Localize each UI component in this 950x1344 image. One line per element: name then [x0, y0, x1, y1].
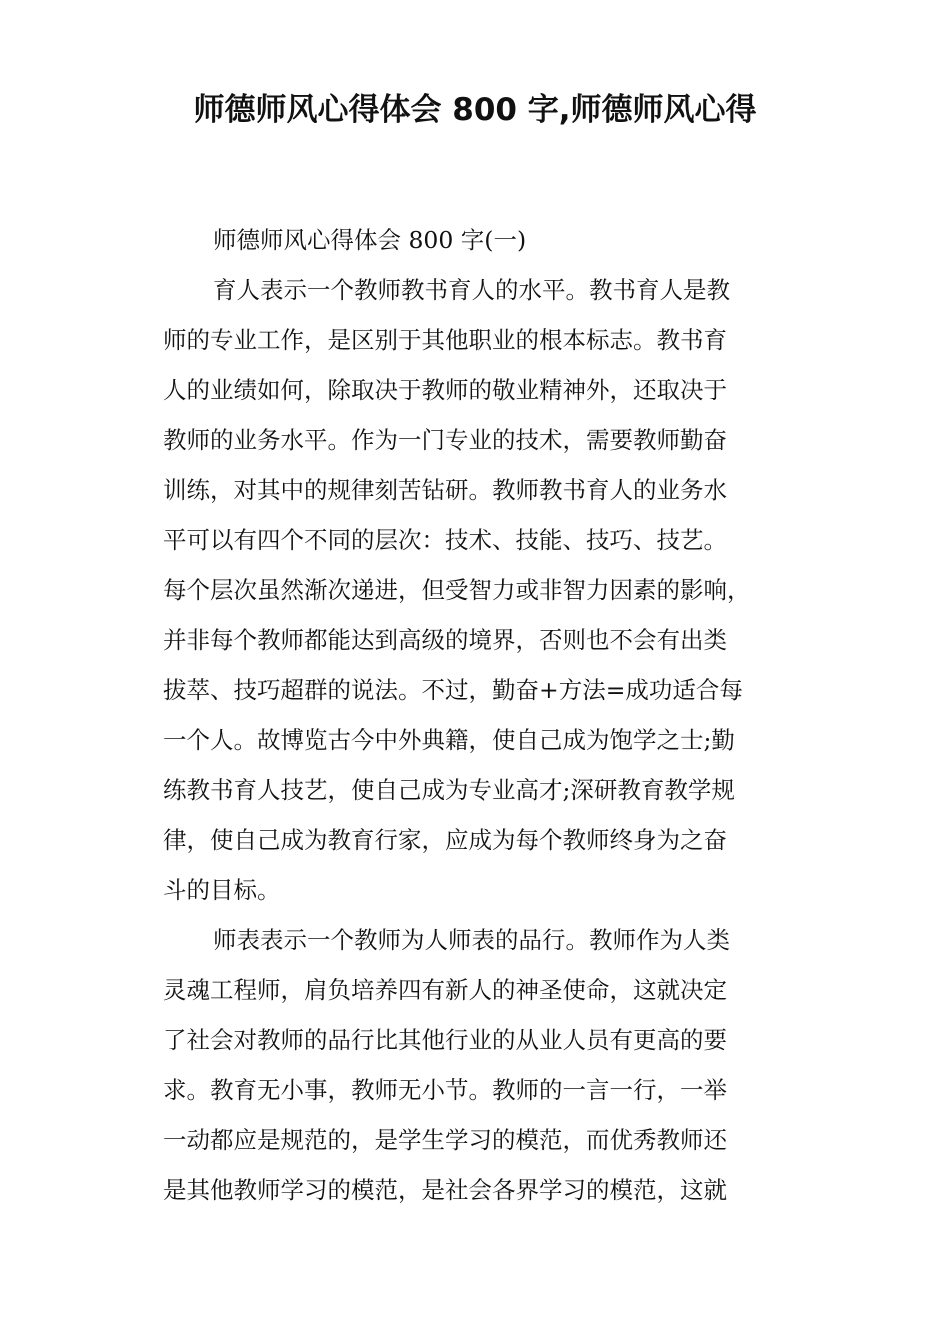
text-line: 练教书育人技艺，使自己成为专业高才;深研教育教学规	[163, 776, 735, 804]
text-line: 育人表示一个教师教书育人的水平。教书育人是教	[213, 276, 730, 304]
paragraph-1	[163, 265, 793, 915]
paragraph-2	[163, 915, 793, 1215]
text-line: 训练，对其中的规律刻苦钻研。教师教书育人的业务水	[163, 476, 727, 504]
text-line: 教师的业务水平。作为一门专业的技术，需要教师勤奋	[163, 426, 727, 454]
section-heading: 师德师风心得体会 800 字(一)	[213, 226, 527, 254]
text-line: 律，使自己成为教育行家，应成为每个教师终身为之奋	[163, 826, 727, 854]
text-line: 平可以有四个不同的层次：技术、技能、技巧、技艺。	[163, 526, 727, 554]
text-line: 师表表示一个教师为人师表的品行。教师作为人类	[213, 926, 730, 954]
text-line: 求。教育无小事，教师无小节。教师的一言一行，一举	[163, 1076, 727, 1104]
text-line: 并非每个教师都能达到高级的境界，否则也不会有出类	[163, 626, 727, 654]
text-line: 是其他教师学习的模范，是社会各界学习的模范，这就	[163, 1176, 727, 1204]
text-line: 人的业绩如何，除取决于教师的敬业精神外，还取决于	[163, 376, 727, 404]
text-line: 一个人。故博览古今中外典籍，使自己成为饱学之士;勤	[163, 726, 735, 754]
text-line: 拔萃、技巧超群的说法。不过，勤奋+方法=成功适合每	[163, 676, 743, 704]
document-title: 师德师风心得体会 800 字,师德师风心得	[193, 92, 757, 128]
text-line: 每个层次虽然渐次递进，但受智力或非智力因素的影响，	[163, 576, 751, 604]
text-line: 师的专业工作，是区别于其他职业的根本标志。教书育	[163, 326, 727, 354]
text-line: 一动都应是规范的，是学生学习的模范，而优秀教师还	[163, 1126, 727, 1154]
text-line: 斗的目标。	[163, 876, 281, 904]
document-body	[163, 215, 793, 1215]
text-line: 灵魂工程师，肩负培养四有新人的神圣使命，这就决定	[163, 976, 727, 1004]
text-line: 了社会对教师的品行比其他行业的从业人员有更高的要	[163, 1026, 727, 1054]
